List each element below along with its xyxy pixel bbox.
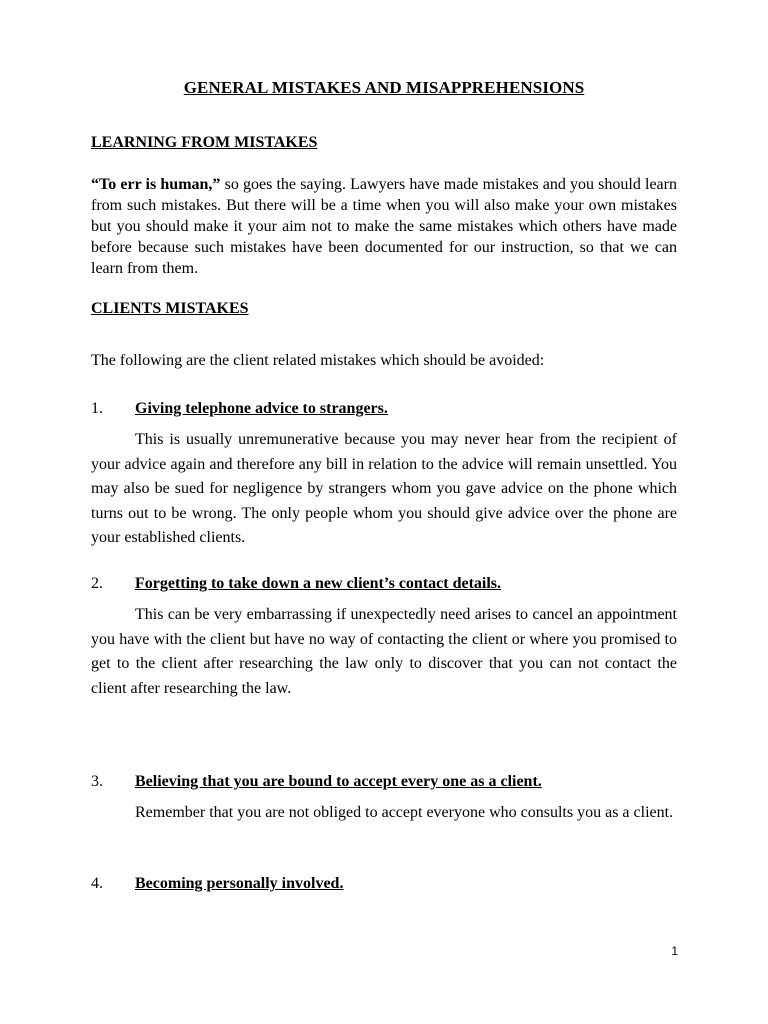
list-item-4-heading [91,875,691,893]
page-number: 1 [671,944,678,958]
list-item-label: Forgetting to take down a new client’s contact details. [135,575,502,592]
list-item-1-heading [91,400,691,418]
list-item-2-body: This can be very embarrassing if unexpectedly need arises to cancel an appointment you have with the client but have no way of contacting the client or where you promised to get to the client after researching the law only to discover that you can not contact the client after researching the law. [91,606,677,697]
list-item-label: Giving telephone advice to strangers. [135,400,388,417]
quote-text: “To err is human,” [91,176,221,193]
list-item-1-body: This is usually unremunerative because you may never hear from the recipient of your advice again and therefore any bill in relation to the advice will remain unsettled. You may also be sued for negligence by strangers whom you gave advice on the phone which turns out to be wrong. The only people whom you should give advice over the phone are your established clients. [91,431,677,546]
section-heading-learning: LEARNING FROM MISTAKES [91,134,318,151]
list-item-number: 1. [91,400,103,417]
page-title: GENERAL MISTAKES AND MISAPPREHENSIONS [183,78,585,97]
list-item-label: Believing that you are bound to accept every one as a client. [135,773,542,790]
clients-intro: The following are the client related mistakes which should be avoided: [91,352,545,369]
list-item-2-heading [91,575,691,593]
list-item-number: 3. [91,773,103,790]
section-heading-clients: CLIENTS MISTAKES [91,300,249,317]
learning-text: so goes the saying. Lawyers have made mistakes and you should learn from such mistakes. But there will be a time when you will also make your own mistakes but you should make it your aim not to make the same mistakes which others have made before because such mistakes have been documented for our instruction, so that we can learn from them. [91,176,677,277]
list-item-label: Becoming personally involved. [135,875,344,892]
learning-paragraph [91,174,677,279]
list-item-number: 2. [91,575,103,592]
list-item-3-heading [91,773,691,791]
list-item-number: 4. [91,875,103,892]
list-item-3-body: Remember that you are not obliged to accept everyone who consults you as a client. [135,804,674,821]
